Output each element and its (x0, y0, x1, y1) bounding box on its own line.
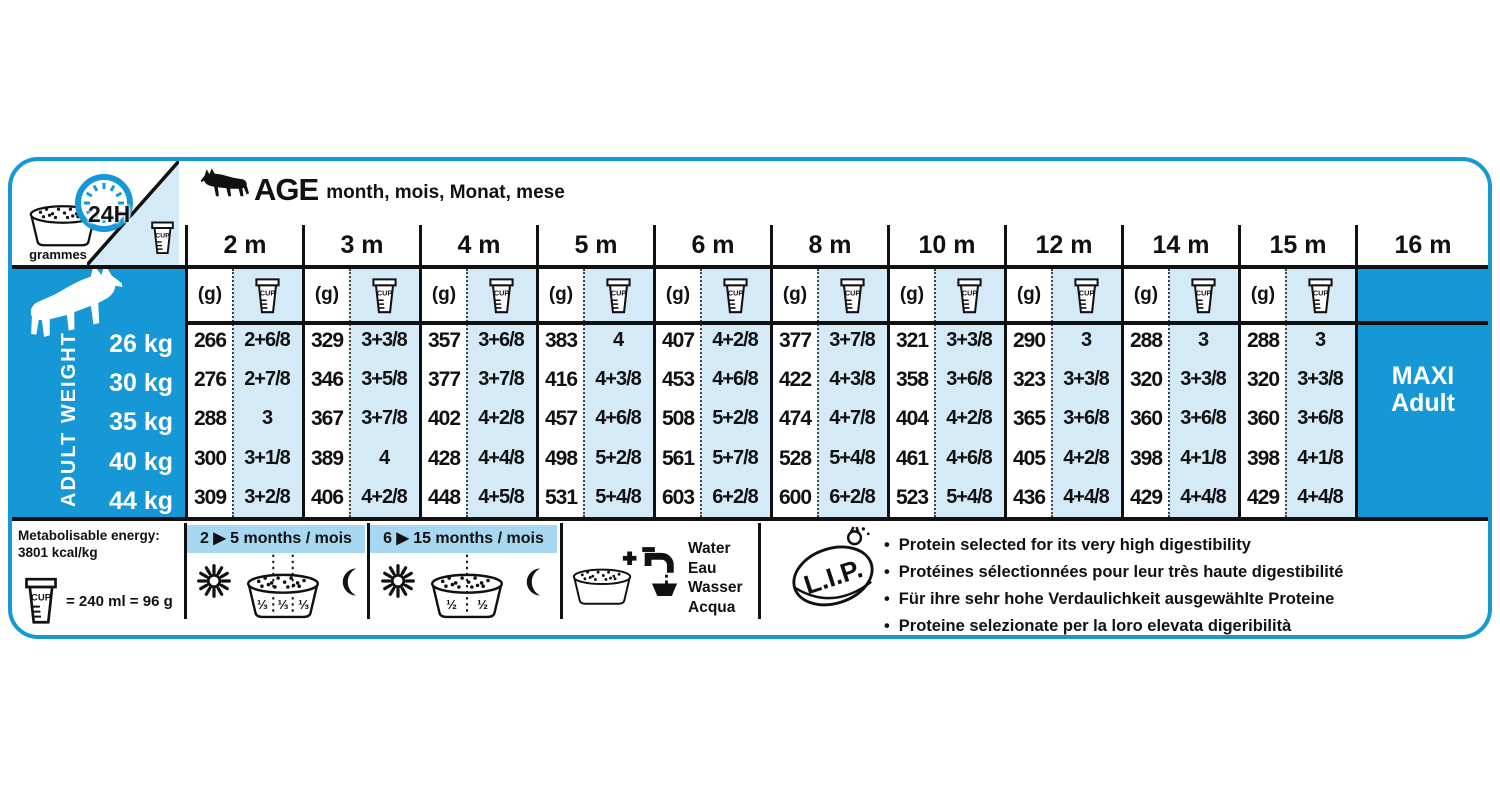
grams-value: 404 (895, 407, 929, 431)
grams-value: 329 (310, 329, 344, 352)
grams-value: 377 (427, 368, 461, 392)
bowl-fraction-label: ⅓ (277, 597, 289, 612)
grams-value: 321 (895, 329, 929, 352)
measuring-cup-icon (149, 217, 176, 259)
feeding-table-card (8, 157, 1492, 639)
bowl-fraction-label: ½ (477, 597, 488, 612)
grams-value: 320 (1246, 368, 1280, 392)
measuring-cup-icon (817, 274, 887, 318)
cups-value: 3+6/8 (478, 329, 524, 351)
cups-value: 5+4/8 (595, 485, 641, 508)
cups-value: 2+6/8 (244, 329, 290, 351)
grams-value: 523 (895, 485, 929, 509)
grams-value: 402 (427, 407, 461, 431)
cups-value: 3+1/8 (244, 446, 290, 469)
measuring-cup-icon (700, 274, 770, 318)
grams-value: 453 (661, 368, 695, 392)
bowl-fractions (252, 597, 314, 612)
grams-value: 429 (1129, 485, 1163, 509)
lip-bullet-text: • Proteine selezionate per la loro elevata digeribilità (884, 613, 1343, 639)
water-label-fr: Eau (688, 559, 717, 577)
panel-separator (560, 523, 563, 619)
grams-unit-header: (g) (1133, 284, 1159, 305)
cups-value: 3+2/8 (244, 485, 290, 508)
measuring-cup-icon (22, 575, 60, 627)
svg-text:CUP: CUP (844, 288, 860, 298)
bowl-fractions (436, 597, 498, 612)
cups-value: 3 (1314, 329, 1326, 351)
grams-unit-header: (g) (1250, 284, 1276, 305)
grams-value: 406 (310, 485, 344, 509)
grams-value: 346 (310, 368, 344, 392)
cups-value: 4+4/8 (1297, 485, 1343, 508)
cups-value: 4+2/8 (712, 329, 758, 351)
measuring-cup-icon (934, 274, 1004, 318)
panel-separator (758, 523, 761, 619)
cups-value: 4+3/8 (595, 368, 641, 391)
cups-value: 4+6/8 (595, 407, 641, 430)
age-subtitle: month, mois, Monat, mese (326, 182, 565, 203)
cups-value: 5+2/8 (595, 446, 641, 469)
age-column-label: 6 m (653, 225, 770, 265)
age-column-label: 4 m (419, 225, 536, 265)
cups-value: 4+6/8 (946, 446, 992, 469)
cups-value: 4+4/8 (1180, 485, 1226, 508)
grams-value: 428 (427, 446, 461, 470)
grams-value: 360 (1129, 407, 1163, 431)
cups-value: 4+7/8 (829, 407, 875, 430)
grams-unit-header: (g) (665, 284, 691, 305)
water-tap-icon (618, 535, 682, 597)
svg-text:CUP: CUP (493, 288, 509, 298)
bowl-fraction-label: ⅓ (256, 597, 268, 612)
svg-text:CUP: CUP (30, 592, 52, 604)
grams-value: 531 (544, 485, 578, 509)
lip-bullet-text: • Protein selected for its very high digestibility (884, 532, 1343, 559)
cups-value: 3+3/8 (361, 329, 407, 351)
cups-value: 4+2/8 (478, 407, 524, 430)
cups-value: 2+7/8 (244, 368, 290, 391)
grams-value: 300 (193, 446, 227, 470)
cups-value: 5+2/8 (712, 407, 758, 430)
svg-text:CUP: CUP (1078, 288, 1094, 298)
grams-value: 309 (193, 485, 227, 509)
grams-unit-header: (g) (1016, 284, 1042, 305)
weight-row-labels (12, 325, 185, 521)
cups-value: 6+2/8 (712, 485, 758, 508)
grams-value: 320 (1129, 368, 1163, 392)
age-column-label: 12 m (1004, 225, 1121, 265)
grams-value: 398 (1129, 446, 1163, 470)
cups-value: 3+6/8 (1063, 407, 1109, 430)
svg-text:CUP: CUP (1195, 288, 1211, 298)
grams-value: 266 (193, 329, 227, 352)
cups-value: 4+2/8 (1063, 446, 1109, 469)
cups-value: 4+4/8 (1063, 485, 1109, 508)
cups-value: 3+7/8 (829, 329, 875, 351)
grams-value: 377 (778, 329, 812, 352)
bowl-fraction-label: ⅓ (298, 597, 310, 612)
divider-line (12, 265, 1488, 269)
cups-value: 4+4/8 (478, 446, 524, 469)
grams-value: 290 (1012, 329, 1046, 352)
energy-line2: 3801 kcal/kg (18, 545, 98, 560)
grams-value: 360 (1246, 407, 1280, 431)
grams-value: 603 (661, 485, 695, 509)
cups-value: 5+4/8 (829, 446, 875, 469)
grams-value: 288 (193, 407, 227, 431)
cups-value: 4+2/8 (946, 407, 992, 430)
grams-unit-header: (g) (782, 284, 808, 305)
age-column (1121, 269, 1238, 517)
grams-unit-header: (g) (548, 284, 574, 305)
age-column (653, 269, 770, 517)
svg-text:CUP: CUP (259, 288, 275, 298)
grams-value: 407 (661, 329, 695, 352)
age-column (1238, 269, 1355, 517)
cups-value: 3 (261, 407, 273, 430)
cups-value: 4+6/8 (712, 368, 758, 391)
maxi-adult-label-line1: MAXI (1391, 362, 1455, 390)
divider-line (185, 321, 1488, 325)
grams-value: 457 (544, 407, 578, 431)
measuring-cup-icon (583, 274, 653, 318)
cups-value: 3+3/8 (1180, 368, 1226, 391)
svg-text:L.I.P.: L.I.P. (800, 553, 867, 601)
cups-value: 3+6/8 (946, 368, 992, 391)
grams-value: 448 (427, 485, 461, 509)
lip-bullet-text: • Protéines sélectionnées pour leur très haute digestibilité (884, 559, 1343, 586)
grams-value: 508 (661, 407, 695, 431)
grams-unit-header: (g) (197, 284, 223, 305)
adult-weight-title: ADULT WEIGHT (58, 331, 80, 507)
measuring-cup-icon (466, 274, 536, 318)
water-labels (688, 539, 743, 617)
divided-bowl-halves-icon (420, 553, 514, 621)
age-column-label: 14 m (1121, 225, 1238, 265)
grams-value: 422 (778, 368, 812, 392)
svg-text:CUP: CUP (727, 288, 743, 298)
divided-bowl-thirds-icon (236, 553, 330, 621)
grams-value: 528 (778, 446, 812, 470)
cups-value: 3+6/8 (1297, 407, 1343, 430)
measuring-cup-icon (232, 274, 302, 318)
svg-text:CUP: CUP (1312, 288, 1328, 298)
age-column-label: 16 m (1355, 225, 1488, 265)
maxi-adult-label-line2: Adult (1391, 389, 1455, 417)
measuring-cup-icon (1168, 274, 1238, 318)
water-label-en: Water (688, 540, 731, 557)
grams-value: 429 (1246, 485, 1280, 509)
grams-unit-header: (g) (431, 284, 457, 305)
age-column-label: 2 m (185, 225, 302, 265)
grams-value: 389 (310, 446, 344, 470)
weight-row-label: 26 kg (109, 330, 173, 358)
grammes-label: grammes (29, 247, 87, 262)
weight-row-label: 30 kg (109, 369, 173, 398)
grams-value: 358 (895, 368, 929, 392)
cups-value: 4+2/8 (361, 485, 407, 508)
age-header (200, 167, 565, 207)
metabolisable-energy-text (18, 527, 182, 561)
cups-value: 4+1/8 (1297, 446, 1343, 469)
lip-claims-list (884, 532, 1343, 639)
energy-line1: Metabolisable energy: (18, 528, 160, 543)
cups-value: 3+3/8 (946, 329, 992, 351)
moon-icon (336, 565, 366, 599)
age-column-label: 10 m (887, 225, 1004, 265)
age-column-label: 15 m (1238, 225, 1355, 265)
divider-line (12, 517, 1488, 521)
lip-bullet-text: • Für ihre sehr hohe Verdaulichkeit ausgewählte Proteine (884, 586, 1343, 613)
measuring-cup-icon (1285, 274, 1355, 318)
dog-silhouette-icon (200, 167, 250, 207)
adult-weight-panel (12, 269, 185, 517)
maxi-adult-cell (1355, 269, 1488, 517)
cups-value: 3+7/8 (361, 407, 407, 430)
cups-value: 6+2/8 (829, 485, 875, 508)
svg-text:CUP: CUP (610, 288, 626, 298)
age-column (536, 269, 653, 517)
age-column (302, 269, 419, 517)
lip-logo-icon (786, 525, 880, 619)
grams-value: 600 (778, 485, 812, 509)
cups-value: 4 (378, 446, 390, 469)
grams-value: 323 (1012, 368, 1046, 392)
moon-icon (520, 565, 550, 599)
measuring-cup-icon (349, 274, 419, 318)
grams-value: 365 (1012, 407, 1046, 431)
phase1-label: 2 ▶ 5 months / mois (187, 525, 365, 553)
cups-value: 3 (1197, 329, 1209, 351)
cups-value: 5+7/8 (712, 446, 758, 469)
age-column (1004, 269, 1121, 517)
cups-value: 3 (1080, 329, 1092, 351)
svg-text:CUP: CUP (961, 288, 977, 298)
grams-value: 498 (544, 446, 578, 470)
water-label-de: Wasser (688, 579, 743, 596)
grams-value: 288 (1246, 329, 1280, 352)
grams-value: 276 (193, 368, 227, 392)
grams-value: 383 (544, 329, 578, 352)
grams-value: 367 (310, 407, 344, 431)
age-column (770, 269, 887, 517)
age-column (419, 269, 536, 517)
cups-value: 4 (612, 329, 624, 351)
age-title: AGE (254, 172, 319, 207)
grams-value: 288 (1129, 329, 1163, 352)
grams-value: 436 (1012, 485, 1046, 509)
cups-value: 3+7/8 (478, 368, 524, 391)
grams-unit-header: (g) (899, 284, 925, 305)
svg-text:CUP: CUP (376, 288, 392, 298)
grams-unit-header: (g) (314, 284, 340, 305)
cups-value: 5+4/8 (946, 485, 992, 508)
weight-row-label: 44 kg (109, 486, 173, 515)
24h-label: 24H (88, 201, 131, 227)
weight-row-label: 35 kg (109, 408, 173, 437)
sun-icon (380, 563, 416, 599)
measuring-cup-icon (1051, 274, 1121, 318)
age-column-label: 8 m (770, 225, 887, 265)
age-column-label: 3 m (302, 225, 419, 265)
cups-value: 3+3/8 (1297, 368, 1343, 391)
cups-value: 3+3/8 (1063, 368, 1109, 391)
cups-value: 3+6/8 (1180, 407, 1226, 430)
age-column (185, 269, 302, 517)
grams-value: 561 (661, 446, 695, 470)
svg-text:CUP: CUP (155, 232, 170, 240)
age-column (887, 269, 1004, 517)
cups-value: 3+5/8 (361, 368, 407, 391)
grams-value: 474 (778, 407, 812, 431)
grams-value: 357 (427, 329, 461, 352)
water-label-it: Acqua (688, 598, 736, 616)
phase2-label: 6 ▶ 15 months / mois (370, 525, 557, 553)
sun-icon (196, 563, 232, 599)
weight-row-label: 40 kg (109, 447, 173, 476)
age-column-label: 5 m (536, 225, 653, 265)
cups-value: 4+3/8 (829, 368, 875, 391)
grams-value: 416 (544, 368, 578, 392)
cup-equivalence-text: = 240 ml = 96 g (66, 593, 173, 610)
grams-value: 398 (1246, 446, 1280, 470)
grams-value: 461 (895, 446, 929, 470)
cups-value: 4+1/8 (1180, 446, 1226, 469)
bowl-fraction-label: ½ (446, 597, 457, 612)
cups-value: 4+5/8 (478, 485, 524, 508)
grams-value: 405 (1012, 446, 1046, 470)
